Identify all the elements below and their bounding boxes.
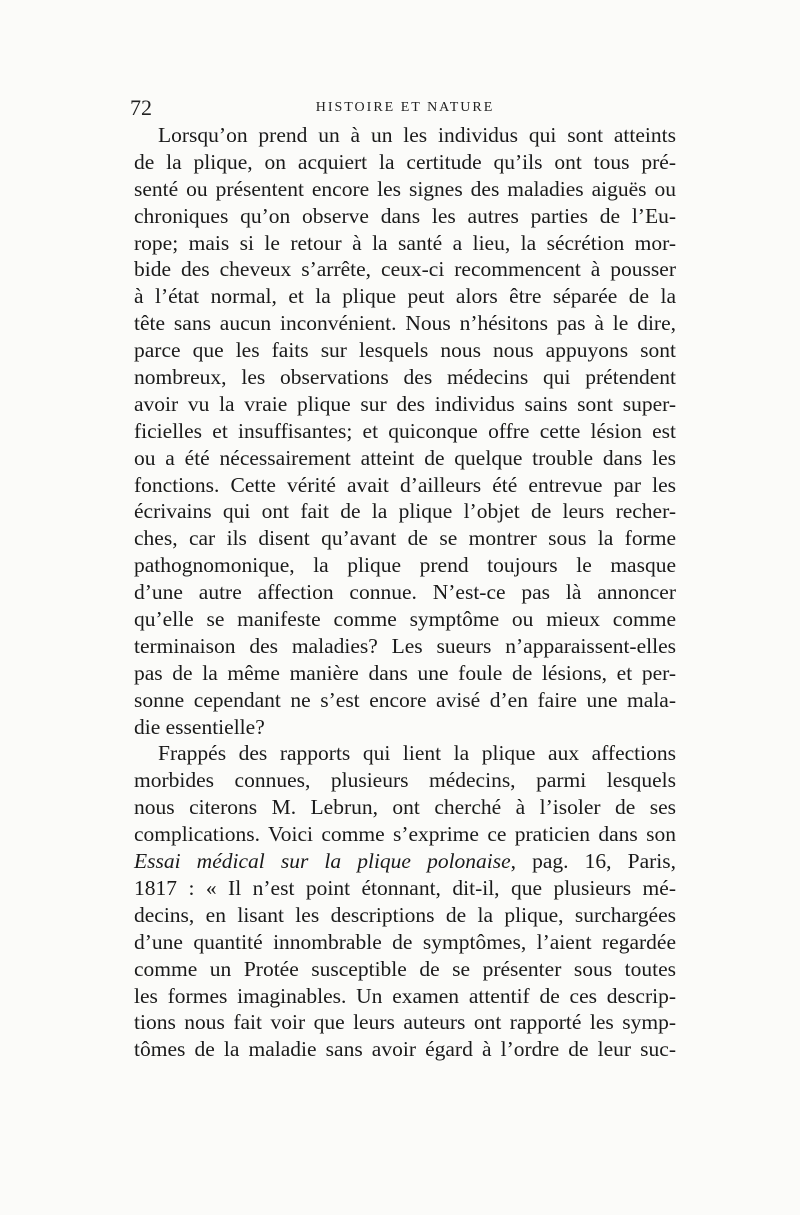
- text-line: parce que les faits sur lesquels nous nous appuyons sont: [134, 338, 676, 363]
- text-line: fonctions. Cette vérité avait d’ailleurs été entrevue par les: [134, 472, 676, 497]
- text-line: morbides connues, plusieurs médecins, parmi lesquels: [134, 768, 676, 793]
- text-line: nous citerons M. Lebrun, ont cherché à l’isoler de ses: [134, 795, 676, 820]
- text-line: ou a été nécessairement atteint de quelque trouble dans les: [134, 445, 676, 470]
- citation-rest: , pag. 16, Paris,: [510, 849, 676, 874]
- text-line: les formes imaginables. Un examen attentif de ces descrip-: [134, 983, 676, 1008]
- text-line: Frappés des rapports qui lient la plique aux affections: [158, 741, 676, 766]
- text-line: complications. Voici comme s’exprime ce praticien dans son: [134, 822, 676, 847]
- page-number: 72: [130, 95, 152, 120]
- text-line: tions nous fait voir que leurs auteurs ont rapporté les symp-: [134, 1010, 676, 1035]
- text-line: bide des cheveux s’arrête, ceux-ci recommencent à pousser: [134, 257, 676, 282]
- text-line: ficielles et insuffisantes; et quiconque offre cette lésion est: [134, 418, 676, 443]
- text-line: rope; mais si le retour à la santé a lieu, la sécrétion mor-: [134, 230, 676, 255]
- text-line: qu’elle se manifeste comme symptôme ou mieux comme: [134, 607, 676, 632]
- body-text: [134, 122, 676, 1063]
- text-line: tômes de la maladie sans avoir égard à l’ordre de leur suc-: [134, 1037, 676, 1062]
- text-line: écrivains qui ont fait de la plique l’objet de leurs recher-: [134, 499, 676, 524]
- running-title: HISTOIRE ET NATURE: [315, 100, 495, 115]
- text-line: 1817 : « Il n’est point étonnant, dit-il, que plusieurs mé-: [134, 875, 676, 900]
- text-line: sonne cependant ne s’est encore avisé d’en faire une mala-: [134, 687, 676, 712]
- running-head: [130, 96, 680, 120]
- text-line: d’une autre affection connue. N’est-ce pas là annoncer: [134, 580, 676, 605]
- text-line: ches, car ils disent qu’avant de se montrer sous la forme: [134, 526, 676, 551]
- text-line: comme un Protée susceptible de se présenter sous toutes: [134, 956, 676, 981]
- text-line: pathognomonique, la plique prend toujours le masque: [134, 553, 676, 578]
- text-line: senté ou présentent encore les signes des maladies aiguës ou: [134, 176, 676, 201]
- book-title: Essai médical sur la plique polonaise: [134, 849, 511, 874]
- text-line: avoir vu la vraie plique sur des individus sains sont super-: [134, 391, 676, 416]
- text-line: chroniques qu’on observe dans les autres parties de l’Eu-: [134, 203, 676, 228]
- text-line: d’une quantité innombrable de symptômes, l’aient regardée: [134, 929, 676, 954]
- text-line: de la plique, on acquiert la certitude qu’ils ont tous pré-: [134, 149, 676, 174]
- text-line: decins, en lisant les descriptions de la plique, surchargées: [134, 902, 676, 927]
- text-line: Lorsqu’on prend un à un les individus qui sont atteints: [158, 123, 676, 147]
- text-line: die essentielle?: [134, 714, 265, 739]
- text-line: terminaison des maladies? Les sueurs n’apparaissent-elles: [134, 633, 676, 658]
- text-line: pas de la même manière dans une foule de lésions, et per-: [134, 660, 676, 685]
- text-line-citation: [134, 848, 676, 875]
- text-line: à l’état normal, et la plique peut alors être séparée de la: [134, 284, 676, 309]
- text-line: tête sans aucun inconvénient. Nous n’hésitons pas à le dire,: [134, 311, 676, 336]
- text-line: nombreux, les observations des médecins qui prétendent: [134, 365, 676, 390]
